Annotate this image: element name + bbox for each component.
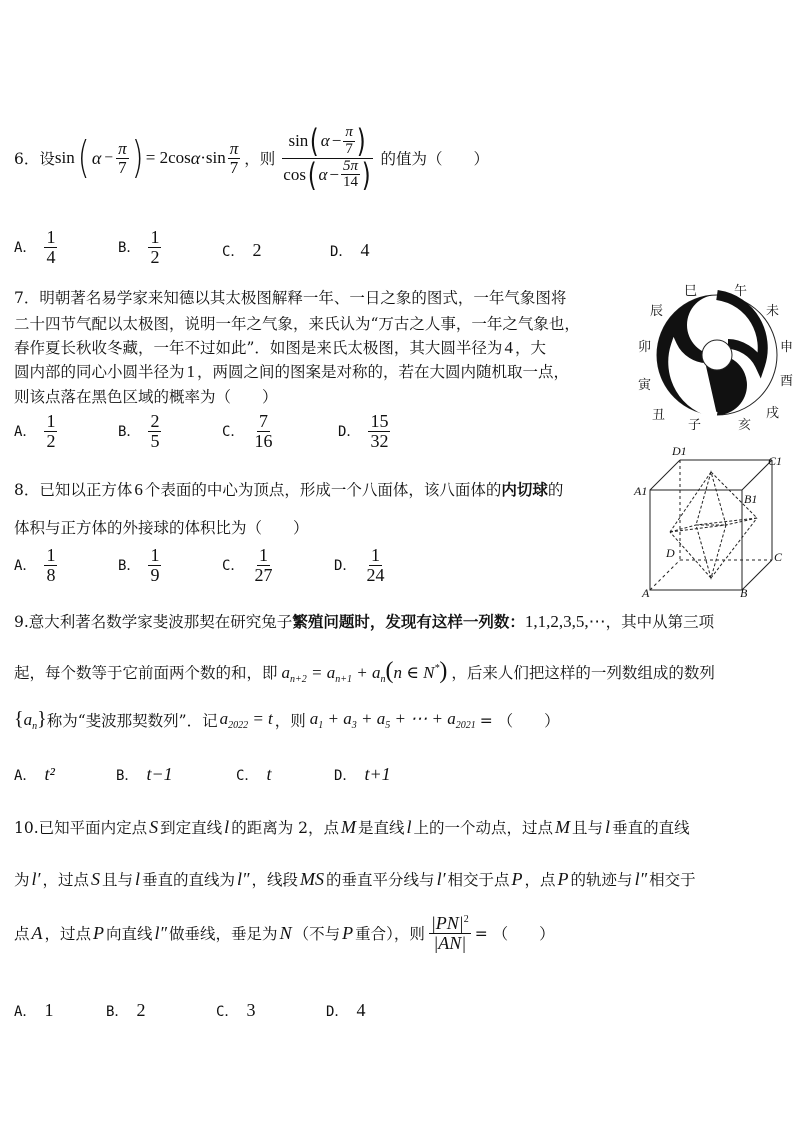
q6-option-d[interactable]: D． 4 bbox=[330, 240, 370, 260]
taiji-label-yin: 寅 bbox=[638, 378, 652, 393]
q8-option-a[interactable]: A． $\frac{1}{8}$ bbox=[14, 545, 56, 585]
q9-option-c[interactable]: C． t bbox=[236, 764, 272, 784]
q7-line-4: 圆内部的同心小圆半径为 1 ，两圆之间的图案是对称的，若在大圆内随机取一点， bbox=[14, 362, 570, 381]
cube-label-b: B bbox=[740, 586, 748, 600]
q6-option-c[interactable]: C． 2 bbox=[222, 240, 262, 260]
taiji-label-chen: 辰 bbox=[650, 304, 664, 319]
taiji-label-wei: 未 bbox=[766, 304, 780, 319]
q9-option-b[interactable]: B． t−1 bbox=[116, 764, 173, 784]
q7-line-3: 春作夏长秋收冬藏，一年不过如此”．如图是来氏太极图，其大圆半径为 4 ，大 bbox=[14, 338, 546, 357]
taiji-label-wu: 午 bbox=[734, 284, 748, 299]
cube-label-c: C bbox=[774, 550, 783, 564]
q7-option-c[interactable]: C． $\frac{7}{16}$ bbox=[222, 411, 273, 451]
q10-option-a[interactable]: A． 1 bbox=[14, 1000, 54, 1020]
q9-line-1: 9.意大利著名数学家斐波那契在研究兔子繁殖问题时，发现有这样一列数：1,1,2,3,5,⋯，其中从第三项 bbox=[14, 612, 715, 631]
q10-ratio: $\frac{|PN|^2}{|AN|}$ bbox=[430, 913, 469, 953]
taiji-label-xu: 戌 bbox=[766, 406, 780, 421]
q10-option-c[interactable]: C． 3 bbox=[216, 1000, 256, 1020]
taiji-label-you: 酉 bbox=[780, 374, 794, 389]
q9-line-3: $\{a_n\}$ 称为“斐波那契数列”．记 $a_{2022} = t$ ，则 $a_1 + a_3 + a_5$ + ⋯ + $a_{2021}$ = （ ） bbox=[14, 708, 560, 732]
q10-line-1: 10.已知平面内定点 S 到定直线 l 的距离为 2，点 M 是直线 l 上的一个动点，过点 M 且与 l 垂直的直线 bbox=[14, 817, 690, 837]
q10-option-b[interactable]: B． 2 bbox=[106, 1000, 146, 1020]
q7-option-b[interactable]: B． $\frac{2}{5}$ bbox=[118, 411, 160, 451]
q7-line-2: 二十四节气配以太极图，说明一年之气象，来氏认为“万古之人事，一年之气象也， bbox=[14, 315, 580, 333]
cube-label-b1: B1 bbox=[744, 492, 758, 506]
taiji-label-si: 巳 bbox=[684, 284, 698, 299]
q6-ratio: sin ( α − $\frac{\pi}{7}$ ) cos ( α − $\frac{5\pi}{14}$ ) bbox=[279, 125, 376, 191]
taiji-label-hai: 亥 bbox=[738, 418, 752, 433]
q7-line-1: 7．明朝著名易学家来知德以其太极图解释一年、一日之象的图式，一年气象图将 bbox=[14, 289, 567, 307]
taiji-label-mao: 卯 bbox=[638, 340, 652, 355]
q9-recurrence: $a_{n+2} = a_{n+1} + a_n(n$ ∈ N*) bbox=[281, 658, 448, 685]
q8-option-c[interactable]: C． $\frac{1}{27}$ bbox=[222, 545, 273, 585]
cube-label-d: D bbox=[666, 546, 675, 560]
question-6-stem: 6．设 sin ( α − $\frac{\pi}{7}$ ) = 2cos α ·sin $\frac{\pi}{7}$ ，则 sin ( α − $\frac{\pi}{7}$ ) cos ( α − $\frac{5\pi}{14}$ ) 的值为（ ） bbox=[14, 122, 489, 194]
q8-line-2: 体积与正方体的外接球的体积比为（ ） bbox=[14, 519, 309, 537]
q7-option-a[interactable]: A． $\frac{1}{2}$ bbox=[14, 411, 56, 451]
q9-option-a[interactable]: A． t² bbox=[14, 764, 55, 784]
q8-line-1: 8．已知以正方体 6 个表面的中心为顶点，形成一个八面体，该八面体的内切球的 bbox=[14, 480, 564, 499]
q7-option-d[interactable]: D． $\frac{15}{32}$ bbox=[338, 411, 389, 451]
q6-option-a[interactable]: A． $\frac{1}{4}$ bbox=[14, 227, 56, 267]
q6-option-b[interactable]: B． $\frac{1}{2}$ bbox=[118, 227, 160, 267]
cube-label-a1: A1 bbox=[634, 484, 648, 498]
taiji-label-chou: 丑 bbox=[652, 408, 666, 423]
cube-label-a: A bbox=[642, 586, 650, 600]
taiji-label-zi: 子 bbox=[688, 418, 702, 433]
cube-label-d1: D1 bbox=[672, 444, 687, 458]
q7-line-5: 则该点落在黑色区域的概率为（ ） bbox=[14, 388, 278, 406]
taiji-label-shen: 申 bbox=[780, 340, 794, 355]
q8-option-b[interactable]: B． $\frac{1}{9}$ bbox=[118, 545, 160, 585]
q9-option-d[interactable]: D． t+1 bbox=[334, 764, 391, 784]
cube-octahedron-diagram bbox=[632, 450, 792, 600]
q10-option-d[interactable]: D． 4 bbox=[326, 1000, 366, 1020]
q10-line-3: 点 A ，过点 P 向直线 l″ 做垂线，垂足为 N （不与 P 重合），则 $\frac{|PN|^2}{|AN|}$ = （ ） bbox=[14, 913, 555, 953]
q10-line-2: 为 l′ ，过点 S 且与 l 垂直的直线为 l″ ，线段 MS 的垂直平分线与 l′ 相交于点 P ，点 P 的轨迹与 l″ 相交于 bbox=[14, 869, 696, 889]
cube-figure bbox=[632, 444, 792, 600]
taiji-figure bbox=[638, 280, 794, 433]
q9-line-2: 起，每个数等于它前面两个数的和，即 $a_{n+2} = a_{n+1} + a_n(n$ ∈ N*) ，后来人们把这样的一列数组成的数列 bbox=[14, 658, 715, 685]
q8-option-d[interactable]: D． $\frac{1}{24}$ bbox=[334, 545, 385, 585]
cube-label-c1: C1 bbox=[768, 454, 783, 468]
